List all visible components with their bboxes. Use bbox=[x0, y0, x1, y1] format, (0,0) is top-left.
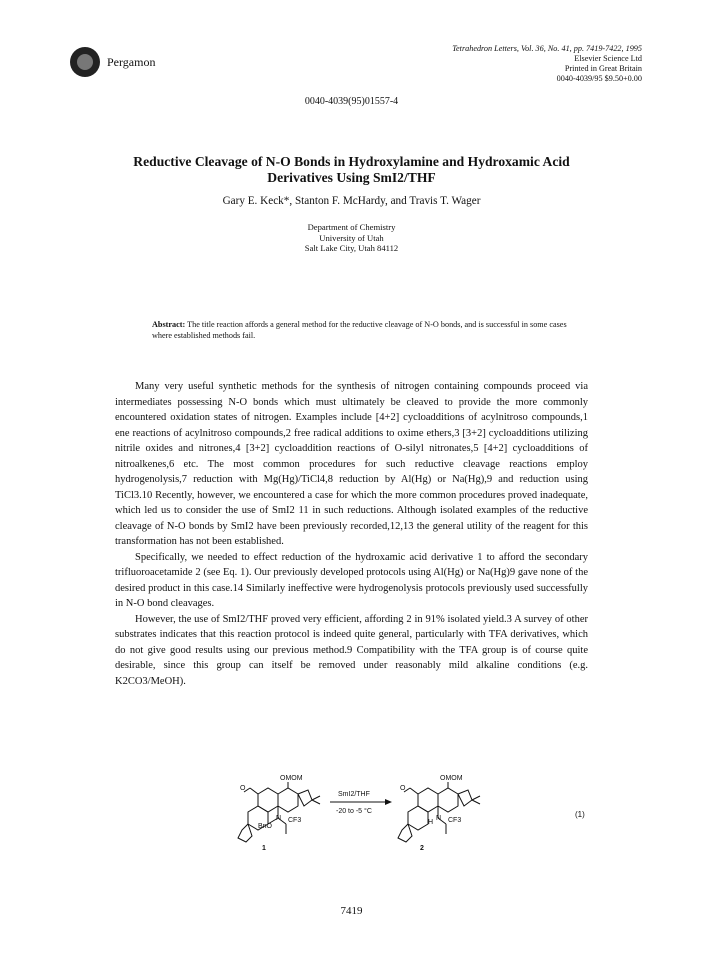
page-number: 7419 bbox=[340, 905, 363, 917]
compound-1-structure bbox=[238, 782, 320, 842]
compound-1-label: 1 bbox=[262, 845, 266, 852]
title-line-2: Derivatives Using SmI2/THF bbox=[267, 170, 436, 185]
reagent-label: SmI2/THF bbox=[338, 791, 370, 798]
doi: 0040-4039(95)01557-4 bbox=[304, 96, 399, 107]
affiliation-dept: Department of Chemistry bbox=[307, 222, 396, 232]
abstract-text: The title reaction affords a general method for the reductive cleavage of N-O bonds, and is successful in some cases where established methods fail. bbox=[152, 320, 567, 340]
affiliation bbox=[0, 222, 703, 254]
abstract-label: Abstract: bbox=[152, 320, 186, 329]
title-line-1: Reductive Cleavage of N-O Bonds in Hydroxylamine and Hydroxamic Acid bbox=[133, 154, 570, 169]
n-label-2: N bbox=[436, 815, 442, 822]
compound-2-label: 2 bbox=[420, 845, 424, 852]
printed-line: Printed in Great Britain bbox=[564, 64, 642, 73]
authors: Gary E. Keck*, Stanton F. McHardy, and Travis T. Wager bbox=[222, 195, 481, 207]
o-label-1: O bbox=[240, 785, 246, 792]
omom-label-1: OMOM bbox=[280, 775, 303, 782]
cf3-label-1: CF3 bbox=[288, 817, 302, 824]
paragraph-3: However, the use of SmI2/THF proved very efficient, affording 2 in 91% isolated yield.3 A survey of other substrates indicates that this reaction protocol is indeed quite general, particularly with TFA derivatives, which do not give good results using our previous method.9 Compatibility with the TFA group is of course quite desirable, since this group can itself be removed under reasonably mild alkaline conditions (e.g. K2CO3/MeOH). bbox=[115, 613, 588, 687]
body-text bbox=[115, 379, 588, 689]
affiliation-univ: University of Utah bbox=[319, 232, 384, 243]
omom-label-2: OMOM bbox=[440, 775, 463, 782]
reaction-scheme bbox=[220, 772, 600, 852]
h-label: H bbox=[428, 819, 434, 826]
pergamon-logo bbox=[70, 47, 100, 77]
affiliation-city: Salt Lake City, Utah 84112 bbox=[304, 243, 399, 253]
n-label-1: N bbox=[276, 815, 282, 822]
publisher-name: Pergamon bbox=[107, 55, 156, 69]
equation-number: (1) bbox=[575, 810, 585, 819]
copyright-line: Elsevier Science Ltd bbox=[574, 54, 642, 63]
o-label-2: O bbox=[400, 785, 406, 792]
price-line: 0040-4039/95 $9.50+0.00 bbox=[556, 74, 642, 83]
journal-metadata bbox=[452, 44, 642, 84]
paragraph-1: Many very useful synthetic methods for the synthesis of nitrogen containing compounds proceed via intermediates possessing N-O bonds which must ultimately be cleaved to provide the more commonly encountered oxidation states of nitrogen. Examples include [4+2] cycloadditions of acylnitroso compounds,1 ene reactions of acylnitroso compounds,2 free radical additions to oxime ethers,3 [3+2] cycloadditions utilizing nitrile oxides and nitrones,4 [3+2] cycloaddition reactions of O-silyl nitronates,5 [4+2] cycloadditions of nitroalkenes,6 etc. The most common procedures for such reductive cleavage reactions employ hydrogenolysis,7 reduction with Mg(Hg)/TiCl4,8 reduction by Al(Hg) or Na(Hg),9 and reduction using TiCl3.10 Recently, however, we encountered a case for which the more common procedures proved inadequate, which led us to consider the use of SmI2 11 in such reductions. Although isolated examples of the reductive cleavage of N-O bonds by SmI2 have been previously recorded,12,13 the general utility of the reagent for this transformation has not been established. bbox=[115, 381, 588, 547]
journal-line: Tetrahedron Letters, Vol. 36, No. 41, pp. 7419-7422, 1995 bbox=[452, 44, 642, 53]
arrow-head bbox=[385, 799, 392, 805]
compound-2-structure bbox=[398, 782, 480, 842]
article-title bbox=[100, 154, 603, 186]
abstract bbox=[152, 319, 572, 341]
conditions-label: -20 to -5 °C bbox=[336, 808, 372, 815]
bno-label: BnO bbox=[258, 823, 273, 830]
cf3-label-2: CF3 bbox=[448, 817, 462, 824]
paragraph-2: Specifically, we needed to effect reduction of the hydroxamic acid derivative 1 to afford the secondary trifluoroacetamide 2 (see Eq. 1). Our previously developed protocols using Al(Hg) or Na(Hg)9 gave none of the desired product in this case.14 Similarly ineffective were hydrogenolysis protocols previously used successfully in N-O bond cleavages. bbox=[115, 551, 588, 609]
